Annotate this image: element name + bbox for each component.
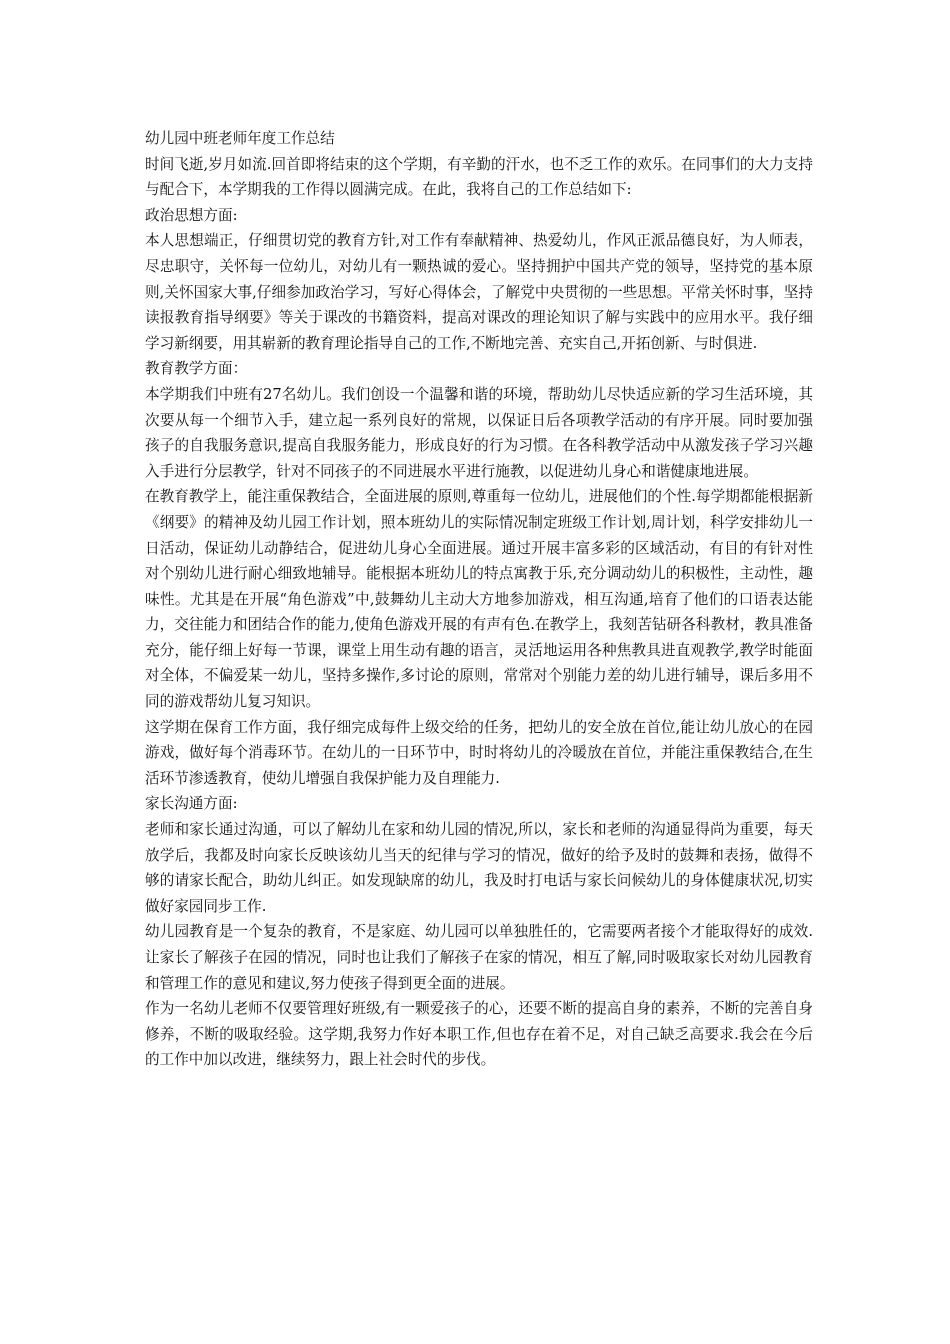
paragraph-politics: 本人思想端正，仔细贯切党的教育方针,对工作有奉献精神、热爱幼儿，作风正派品德良好，为人师表，尽忠职守，关怀每一位幼儿，对幼儿有一颗热诚的爱心。坚持拥护中国共产党的领导，坚持党的基本原则,关怀国家大事,仔细参加政治学习，写好心得体会，了解党中央贯彻的一些思想。平常关怀时事，坚持读报教育指导纲要》等关于课改的书籍资料，提高对课改的理论知识了解与实践中的应用水平。我仔细学习新纲要，用其崭新的教育理论指导自己的工作,不断地完善、充实自己,开拓创新、与时俱进. [145,232,813,352]
paragraph-teaching-2: 在教育教学上，能注重保教结合，全面进展的原则,尊重每一位幼儿，进展他们的个性.每学期都能根据新《纲要》的精神及幼儿园工作计划，照本班幼儿的实际情况制定班级工作计划,周计划，科学安排幼儿一日活动，保证幼儿动静结合，促进幼儿身心全面进展。通过开展丰富多彩的区域活动，有目的有针对性对个别幼儿进行耐心细致地辅导。能根据本班幼儿的特点寓教于乐,充分调动幼儿的积极性，主动性，趣味性。尤其是在开展“角色游戏”中,鼓舞幼儿主动大方地参加游戏，相互沟通,培育了他们的口语表达能力，交往能力和团结合作的能力,使角色游戏开展的有声有色.在教学上，我刻苦钻研各科教材，教具准备充分，能仔细上好每一节课，课堂上用生动有趣的语言，灵活地运用各种焦教具进直观教学,教学时能面对全体，不偏爱某一幼儿，坚持多操作,多讨论的原则，常常对个别能力差的幼儿进行辅导，课后多用不同的游戏帮幼儿复习知识。 [145,488,813,711]
paragraph-teaching-1: 本学期我们中班有27名幼儿。我们创设一个温馨和谐的环境，帮助幼儿尽快适应新的学习生活环境，其次要从每一个细节入手，建立起一系列良好的常规，以保证日后各项教学活动的有序开展。同时要加强孩子的自我服务意识,提高自我服务能力，形成良好的行为习惯。在各科教学活动中从激发孩子学习兴趣入手进行分层教学，针对不同孩子的不同进展水平进行施教，以促进幼儿身心和谐健康地进展。 [145,385,813,480]
paragraph-intro: 时间飞逝,岁月如流.回首即将结束的这个学期，有辛勤的汗水，也不乏工作的欢乐。在同事们的大力支持与配合下，本学期我的工作得以圆满完成。在此，我将自己的工作总结如下: [145,155,813,199]
section-heading-parents: 家长沟通方面: [145,795,238,813]
section-heading-politics: 政治思想方面: [145,206,238,224]
document-title: 幼儿园中班老师年度工作总结 [145,130,335,147]
paragraph-parents-1: 老师和家长通过沟通，可以了解幼儿在家和幼儿园的情况,所以，家长和老师的沟通显得尚为重要，每天放学后，我都及时向家长反映该幼儿当天的纪律与学习的情况，做好的给予及时的鼓舞和表扬，做得不够的请家长配合，助幼儿纠正。如发现缺席的幼儿，我及时打电话与家长问候幼儿的身体健康状况,切实做好家园同步工作. [145,821,813,915]
paragraph-care: 这学期在保育工作方面，我仔细完成每件上级交给的任务，把幼儿的安全放在首位,能让幼儿放心的在园游戏，做好每个消毒环节。在幼儿的一日环节中，时时将幼儿的冷暖放在首位，并能注重保教结合,在生活环节渗透教育，使幼儿增强自我保护能力及自理能力. [145,718,813,787]
document-body [145,126,813,1073]
paragraph-conclusion: 作为一名幼儿老师不仅要管理好班级,有一颗爱孩子的心，还要不断的提高自身的素养，不断的完善自身修养，不断的吸取经验。这学期,我努力作好本职工作,但也存在着不足，对自己缺乏高要求.我会在今后的工作中加以改进，继续努力，跟上社会时代的步伐。 [145,1000,813,1069]
paragraph-parents-2: 幼儿园教育是一个复杂的教育，不是家庭、幼儿园可以单独胜任的，它需要两者接个才能取得好的成效.让家长了解孩子在园的情况，同时也让我们了解孩子在家的情况，相互了解,同时吸取家长对幼儿园教育和管理工作的意见和建议,努力使孩子得到更全面的进展。 [145,923,813,992]
section-heading-teaching: 教育教学方面： [145,360,248,378]
